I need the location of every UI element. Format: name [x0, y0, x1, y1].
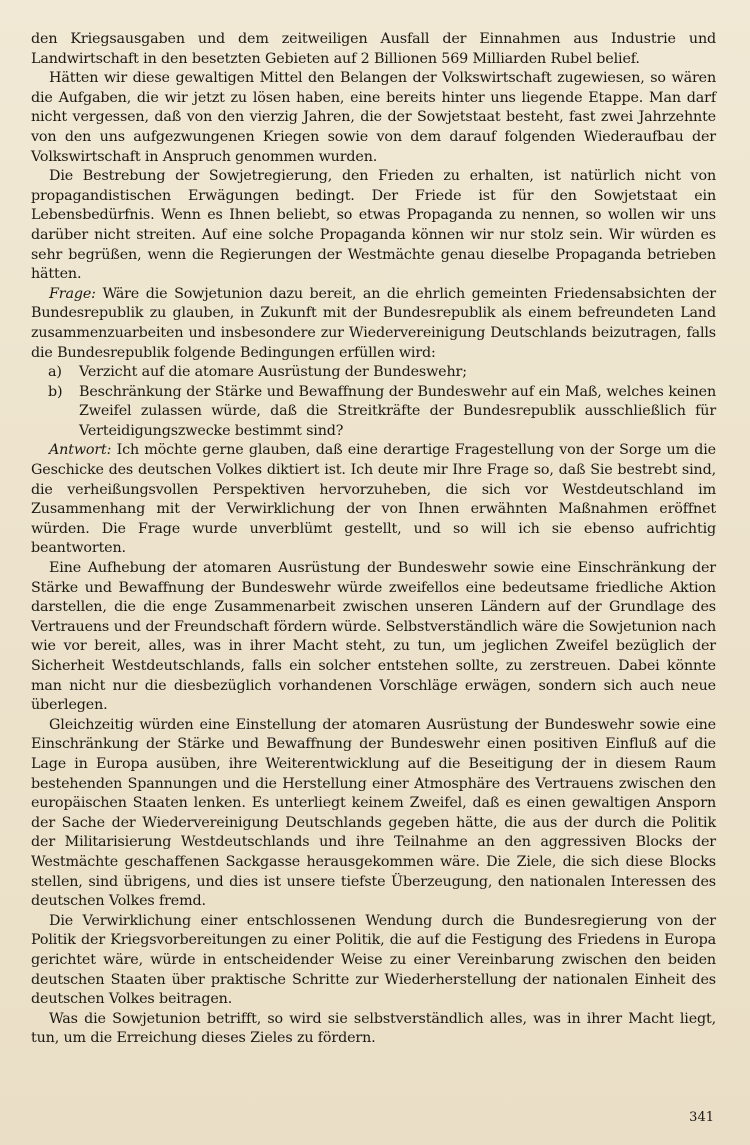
page-number: 341 [689, 1110, 714, 1125]
answer-label: Antwort: [49, 442, 112, 459]
list-item [31, 363, 716, 383]
question-label: Frage: [49, 285, 96, 302]
question-paragraph [31, 285, 716, 363]
paragraph: Was die Sowjetunion betrifft, so wird sie selbstverständlich alles, was in ihrer Macht liegt, tun, um die Erreichung dieses Zieles zu fördern. [31, 1010, 716, 1047]
list-item [31, 383, 716, 442]
paragraph: Eine Aufhebung der atomaren Ausrüstung der Bundeswehr sowie eine Einschränkung der Stärke und Bewaffnung der Bundeswehr würde zweifellos eine bedeutsame friedliche Aktion darstellen, die die enge Zusammenarbeit zwischen unseren Ländern auf der Grundlage des Vertrauens und der Freundschaft fördern würde. Selbstverständlich wäre die Sowjetunion nach wie vor bereit, alles, was in ihrer Macht steht, zu tun, um jeglichen Zweifel bezüglich der Sicherheit Westdeutschlands, falls ein solcher entstehen sollte, zu zerstreuen. Dabei könnte man nicht nur die diesbezüglich vorhandenen Vorschläge erwägen, sondern sich auch neue überlegen. [31, 560, 716, 714]
paragraph: Hätten wir diese gewaltigen Mittel den Belangen der Volkswirtschaft zugewiesen, so wären die Aufgaben, die wir jetzt zu lösen haben, eine bereits hinter uns liegende Etappe. Man darf nicht vergessen, daß von den vierzig Jahren, die der Sowjetstaat besteht, fast zwei Jahrzehnte von den uns aufgezwungenen Kriegen sowie von dem darauf folgenden Wiederaufbau der Volkswirtschaft in Anspruch genommen wurden. [31, 70, 716, 165]
condition-list [31, 363, 716, 441]
paragraph: Die Bestrebung der Sowjetregierung, den Frieden zu erhalten, ist natürlich nicht von propagandistischen Erwägungen bedingt. Der Friede ist für den Sowjetstaat ein Lebensbedürfnis. Wenn es Ihnen beliebt, so etwas Propaganda zu nennen, so wollen wir uns darüber nicht streiten. Auf eine solche Propaganda können wir nur stolz sein. Wir würden es sehr begrüßen, wenn die Regierungen der Westmächte genau dieselbe Propaganda betrieben hätten. [31, 168, 716, 283]
paragraph: Die Verwirklichung einer entschlossenen Wendung durch die Bundesregierung von der Politik der Kriegsvorbereitungen zu einer Politik, die auf die Festigung des Friedens in Europa gerichtet wäre, würde in entscheidender Weise zu einer Vereinbarung zwischen den beiden deutschen Staaten über praktische Schritte zur Wiederherstellung der nationalen Einheit des deutschen Volkes beitragen. [31, 912, 716, 1008]
body-text [31, 30, 716, 1049]
list-marker: a) [48, 364, 62, 381]
list-item-text: Beschränkung der Stärke und Bewaffnung der Bundeswehr auf ein Maß, welches keinen Zweifel zulassen würde, daß die Streitkräfte der Bundesrepublik ausschließlich für Verteidigungszwecke bestimmt sind? [79, 383, 716, 439]
question-text: Wäre die Sowjetunion dazu bereit, an die ehrlich gemeinten Friedensabsichten der Bundesrepublik zu glauben, in Zukunft mit der Bundesrepublik als einem befreundeten Land zusammenzuarbeiten und insbesondere zur Wiedervereinigung Deutschlands beizutragen, falls die Bundesrepublik folgende Bedingungen erfüllen wird: [31, 285, 716, 361]
paragraph: Gleichzeitig würden eine Einstellung der atomaren Ausrüstung der Bundeswehr sowie eine Einschränkung der Stärke und Bewaffnung der Bundeswehr einen positiven Einfluß auf die Lage in Europa ausüben, ihre Weiterentwicklung auf die Beseitigung der in diesem Raum bestehenden Spannungen und die Herstellung einer Atmosphäre des Vertrauens zwischen den europäischen Staaten lenken. Es unterliegt keinem Zweifel, daß es einen gewaltigen Ansporn der Sache der Wiedervereinigung Deutschlands gegeben hätte, die aus der durch die Politik der Militarisierung Westdeutschlands und ihre Teilnahme an den aggressiven Blocks der Westmächte geschaffenen Sackgasse herausgekommen wäre. Die Ziele, die sich diese Blocks stellen, sind übrigens, und dies ist unsere tiefste Überzeugung, den nationalen Interessen des deutschen Volkes fremd. [31, 716, 716, 910]
list-item-text: Verzicht auf die atomare Ausrüstung der Bundeswehr; [79, 364, 467, 381]
answer-text: Ich möchte gerne glauben, daß eine derartige Fragestellung von der Sorge um die Geschicke des deutschen Volkes diktiert ist. Ich deute mir Ihre Frage so, daß Sie bestrebt sind, die verheißungsvollen Perspektiven hervorzuheben, die sich vor Westdeutschland im Zusammenhang mit der Verwirklichung der von Ihnen erwähnten Maßnahmen eröffnet würden. Die Frage wurde unverblümt gestellt, und so will ich sie ebenso aufrichtig beantworten. [31, 442, 716, 557]
answer-paragraph [31, 441, 716, 559]
paragraph: den Kriegsausgaben und dem zeitweiligen Ausfall der Einnahmen aus Industrie und Landwirtschaft in den besetzten Gebieten auf 2 Billionen 569 Milliarden Rubel belief. [31, 31, 716, 67]
list-marker: b) [48, 383, 63, 400]
